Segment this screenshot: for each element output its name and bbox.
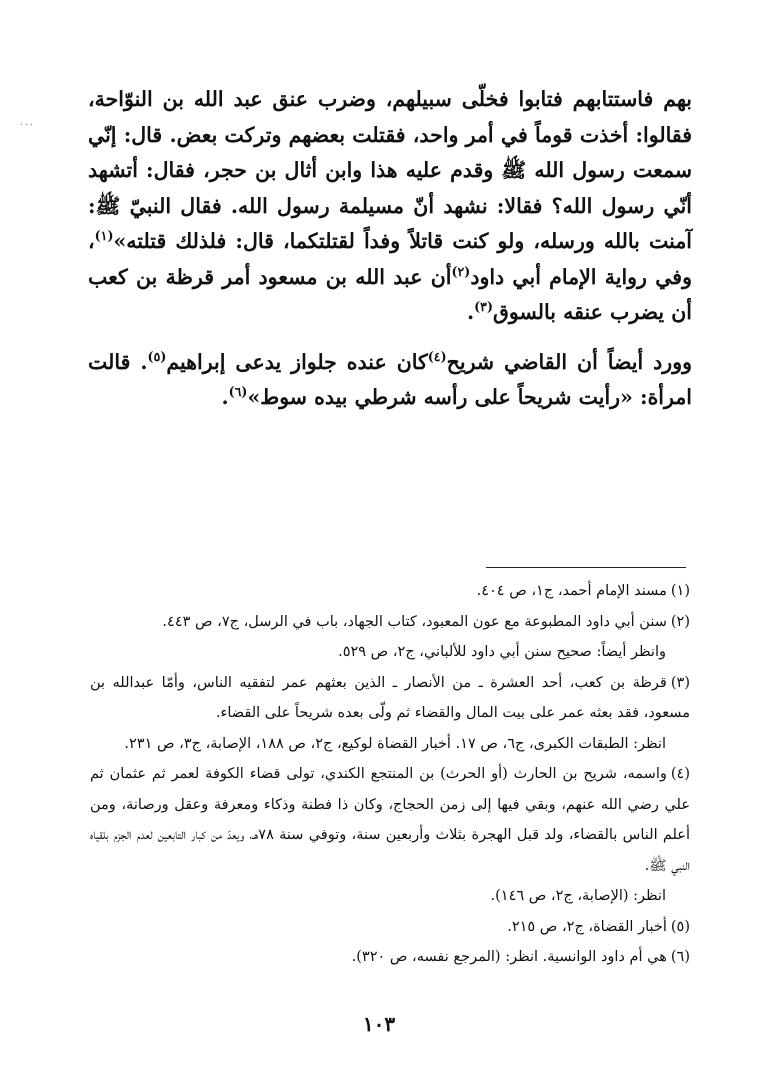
main-text: [88, 82, 692, 416]
footnote-2: [90, 607, 690, 668]
footnote-number: (٢): [670, 613, 690, 630]
footnote-text: انظر: الطبقات الكبرى، ج٦، ص ١٧. أخبار القضاة لوكيع، ج٢، ص ١٨٨، الإصابة، ج٣، ص ٢٣١.: [124, 735, 666, 752]
footnote-number: (٤): [670, 766, 690, 782]
footnote-text: وانظر أيضاً: صحيح سنن أبي داود للألباني، ج٢، ص ٥٢٩.: [338, 644, 666, 660]
paragraph-1-text-c: أن عبد الله بن مسعود أمر قرظة بن كعب أن يضرب عنقه بالسوق: [88, 264, 692, 324]
paragraph-2-text-c: . قالت امرأة: «رأيت شريحاً على رأسه شرطي بيده سوط»: [88, 349, 692, 409]
footnote-text: سنن أبي داود المطبوعة مع عون المعبود، كتاب الجهاد، باب في الرسل، ج٧، ص ٤٤٣.: [162, 613, 667, 630]
footnote-ref-2[interactable]: (٢): [451, 263, 471, 279]
footnote-number: (٥): [670, 918, 690, 935]
paragraph-1-text-b: ، وفي رواية الإمام أبي داود: [88, 229, 692, 289]
footnotes: [90, 576, 690, 973]
footnote-text: قرظة بن كعب، أحد العشرة ـ من الأنصار ـ الذين بعثهم عمر لتفقيه الناس، وأمّا عبدالله بن مسعود، فقد بعثه عمر على بيت المال والقضاء ثم ولّى بعده شريحاً على القضاء.: [90, 674, 690, 721]
footnote-text: مسند الإمام أحمد، ج١، ص ٤٠٤.: [476, 583, 667, 599]
margin-mark: ...: [20, 118, 35, 128]
footnote-text: هي أم داود الوانسية. انظر: (المرجع نفسه، ص ٣٢٠).: [351, 949, 667, 965]
footnote-number: (٣): [670, 674, 690, 691]
footnote-1: [90, 576, 690, 607]
footnote-text: واسمه، شريح بن الحارث (أو الحرث) بن المنتجع الكندي، تولى قضاء الكوفة لعمر ثم عثمان ثم علي رضي الله عنهم، وبقي فيها إلى زمن الحجاج، وكان ذا فطنة وذكاء ومعرفة وعقل ورصانة، ومن أعلم الناس بالقضاء، ولد قبل الهجرة بثلاث وأربعين سنة، وتوفي سنة ٧٨هـ، ويعدّ من كبار التابعين لعدم الجزم بلقياه النبي ﷺ.: [90, 766, 690, 874]
paragraph-1-text-a: بهم فاستتابهم فتابوا فخلّى سبيلهم، وضرب عنق عبد الله بن النوّاحة، فقالوا: أخذت قوماً في أمر واحد، فقتلت بعضهم وتركت بعض. قال: إنّي سمعت رسول الله ﷺ وقدم عليه هذا وابن أثال بن حجر، فقال: أتشهد أنّي رسول الله؟ فقالا: نشهد أنّ مسيلمة رسول الله. فقال النبيّ ﷺ: آمنت بالله ورسله، ولو كنت قاتلاً وفداً لقتلتكما، قال: فلذلك قتلته»: [88, 87, 692, 253]
footnote-ref-6[interactable]: (٦): [228, 384, 248, 400]
paragraph-2-text-b: كان عنده جلواز يدعى إبراهيم: [166, 349, 428, 374]
footnote-text: أخبار القضاة، ج٢، ص ٢١٥.: [507, 918, 667, 935]
footnote-ref-5[interactable]: (٥): [147, 348, 167, 364]
footnote-number: (١): [670, 583, 690, 599]
footnote-3: [90, 668, 690, 760]
footnote-6: [90, 942, 690, 973]
footnote-ref-3[interactable]: (٣): [474, 299, 493, 315]
page-number: ١٠٣: [362, 1012, 396, 1036]
footnote-5: [90, 912, 690, 943]
paragraph-2-text-a: وورد أيضاً أن القاضي شريح: [446, 349, 693, 374]
footnote-number: (٦): [670, 949, 690, 965]
paragraph-1: [88, 82, 692, 331]
footnote-divider: [486, 567, 686, 568]
paragraph-2: [88, 345, 692, 416]
footnote-4: [90, 759, 690, 912]
footnote-text: انظر: (الإصابة، ج٢، ص ١٤٦).: [490, 888, 666, 904]
paragraph-1-text-d: .: [466, 300, 475, 324]
paragraph-2-text-d: .: [221, 385, 229, 409]
footnote-ref-1[interactable]: (١): [94, 228, 114, 244]
footnote-ref-4[interactable]: (٤): [427, 348, 447, 364]
